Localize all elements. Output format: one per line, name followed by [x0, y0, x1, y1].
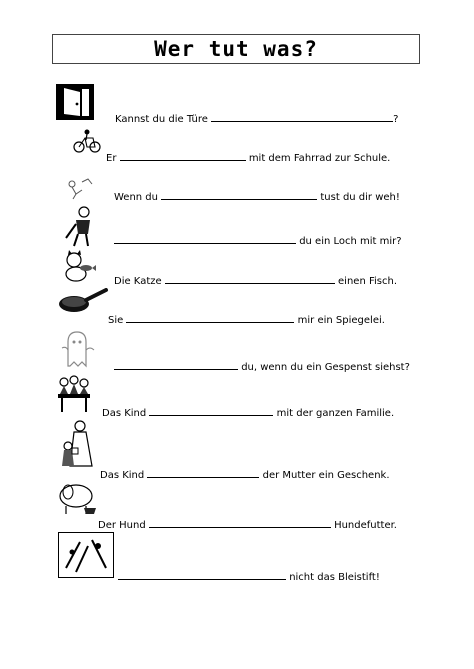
sentence-5-before: Die Katze [114, 276, 162, 287]
answer-blank-8[interactable] [149, 406, 273, 416]
sentence-6-after: mir ein Spiegelei. [297, 315, 385, 326]
ghost-icon [58, 328, 96, 370]
sentence-5-after: einen Fisch. [338, 276, 397, 287]
answer-blank-11[interactable] [118, 570, 286, 580]
sentence-9-after: der Mutter ein Geschenk. [262, 470, 390, 481]
bicycle-icon [72, 128, 102, 154]
answer-blank-1[interactable] [211, 112, 393, 122]
sentence-8 [102, 406, 394, 419]
sentence-3 [114, 190, 400, 203]
cat-fish-icon [60, 248, 96, 284]
answer-blank-9[interactable] [147, 468, 259, 478]
sentence-10 [98, 518, 397, 531]
sentence-7 [114, 360, 410, 373]
sentence-3-before: Wenn du [114, 192, 158, 203]
sentence-11-after: nicht das Bleistift! [289, 572, 380, 583]
frying-pan-icon [58, 288, 110, 314]
sentence-2 [106, 151, 390, 164]
sentence-11 [118, 570, 380, 583]
answer-blank-5[interactable] [165, 274, 335, 284]
door-icon [56, 84, 94, 120]
sentence-6-before: Sie [108, 315, 124, 326]
falling-person-icon [64, 176, 94, 200]
sentence-6 [108, 313, 385, 326]
sentence-8-after: mit der ganzen Familie. [276, 408, 395, 419]
worksheet-title: Wer tut was? [154, 37, 318, 61]
answer-blank-2[interactable] [120, 151, 246, 161]
sentence-1-after: ? [393, 114, 399, 125]
sentence-4 [114, 234, 402, 247]
answer-blank-10[interactable] [149, 518, 331, 528]
sentence-1-before: Kannst du die Türe [115, 114, 208, 125]
sentence-1 [115, 112, 398, 125]
sentence-8-before: Das Kind [102, 408, 147, 419]
drill-worker-icon [62, 204, 98, 248]
answer-blank-7[interactable] [114, 360, 238, 370]
dog-bowl-icon [56, 478, 100, 516]
family-dinner-icon [54, 374, 94, 414]
sentence-9-before: Das Kind [100, 470, 145, 481]
sentence-2-before: Er [106, 153, 117, 164]
answer-blank-3[interactable] [161, 190, 317, 200]
sentence-2-after: mit dem Fahrrad zur Schule. [248, 153, 391, 164]
sentence-5 [114, 274, 397, 287]
mother-child-icon [56, 418, 100, 470]
sentence-10-before: Der Hund [98, 520, 146, 531]
answer-blank-6[interactable] [126, 313, 294, 323]
sentence-10-after: Hundefutter. [334, 520, 397, 531]
sentence-3-after: tust du dir weh! [320, 192, 400, 203]
answer-blank-4[interactable] [114, 234, 296, 244]
sentence-7-after: du, wenn du ein Gespenst siehst? [241, 362, 410, 373]
sentence-4-after: du ein Loch mit mir? [299, 236, 402, 247]
sentence-9 [100, 468, 390, 481]
worksheet-title-box [52, 34, 420, 64]
pencils-icon [58, 532, 114, 578]
